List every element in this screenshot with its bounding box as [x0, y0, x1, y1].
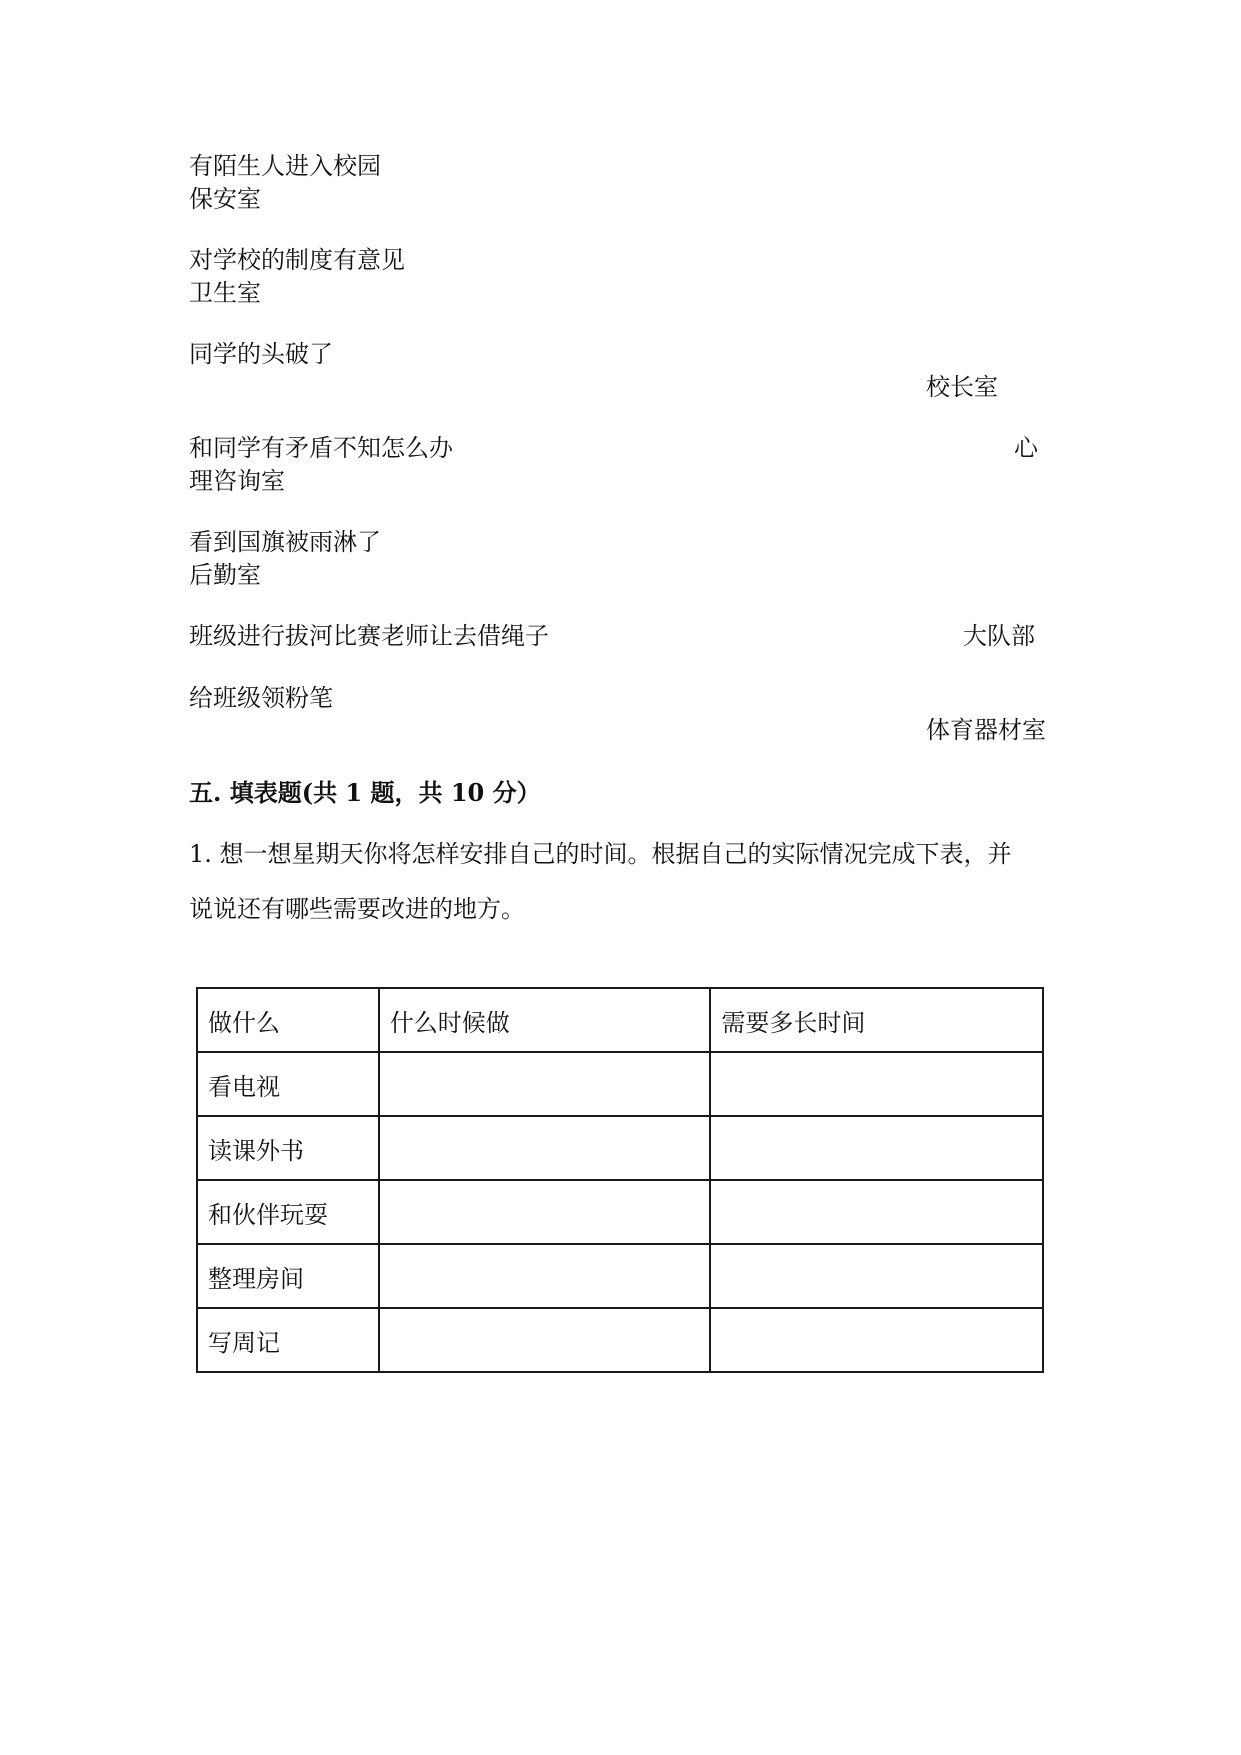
table-row — [197, 1308, 1043, 1372]
matching-left-item: 同学的头破了 — [189, 340, 333, 368]
activity-cell: 整理房间 — [197, 1244, 379, 1308]
when-cell[interactable] — [379, 1116, 711, 1180]
table-row — [197, 1116, 1043, 1180]
matching-left-item: 给班级领粉笔 — [189, 684, 333, 712]
matching-left-item: 对学校的制度有意见 — [189, 246, 405, 274]
matching-left-item: 班级进行拔河比赛老师让去借绳子 — [189, 622, 549, 650]
duration-cell[interactable] — [710, 1052, 1043, 1116]
when-cell[interactable] — [379, 1308, 711, 1372]
duration-cell[interactable] — [710, 1244, 1043, 1308]
when-cell[interactable] — [379, 1244, 711, 1308]
duration-cell[interactable] — [710, 1180, 1043, 1244]
table-header-cell: 什么时候做 — [379, 988, 711, 1052]
matching-left-item: 有陌生人进入校园 — [189, 152, 381, 180]
matching-place: 体育器材室 — [926, 716, 1046, 744]
table-header-cell: 做什么 — [197, 988, 379, 1052]
activity-cell: 读课外书 — [197, 1116, 379, 1180]
matching-place: 大队部 — [963, 622, 1035, 650]
table-row — [197, 1244, 1043, 1308]
table-header-cell: 需要多长时间 — [710, 988, 1043, 1052]
schedule-table — [196, 987, 1044, 1373]
activity-cell: 看电视 — [197, 1052, 379, 1116]
question-text-line-2: 说说还有哪些需要改进的地方。 — [189, 895, 525, 923]
table-row — [197, 1052, 1043, 1116]
table-header-row — [197, 988, 1043, 1052]
matching-place: 理咨询室 — [189, 467, 285, 495]
table-row — [197, 1180, 1043, 1244]
matching-place: 心 — [1014, 434, 1038, 462]
matching-place: 保安室 — [189, 185, 261, 213]
matching-place: 后勤室 — [189, 561, 261, 589]
when-cell[interactable] — [379, 1052, 711, 1116]
matching-left-item: 看到国旗被雨淋了 — [189, 528, 381, 556]
duration-cell[interactable] — [710, 1116, 1043, 1180]
matching-place: 校长室 — [926, 373, 998, 401]
activity-cell: 和伙伴玩耍 — [197, 1180, 379, 1244]
when-cell[interactable] — [379, 1180, 711, 1244]
matching-place: 卫生室 — [189, 279, 261, 307]
duration-cell[interactable] — [710, 1308, 1043, 1372]
question-text-line-1: 1. 想一想星期天你将怎样安排自己的时间。根据自己的实际情况完成下表，并 — [189, 840, 1012, 868]
section-title: 五. 填表题(共 1 题，共 10 分） — [189, 778, 541, 807]
activity-cell: 写周记 — [197, 1308, 379, 1372]
matching-left-item: 和同学有矛盾不知怎么办 — [189, 434, 453, 462]
